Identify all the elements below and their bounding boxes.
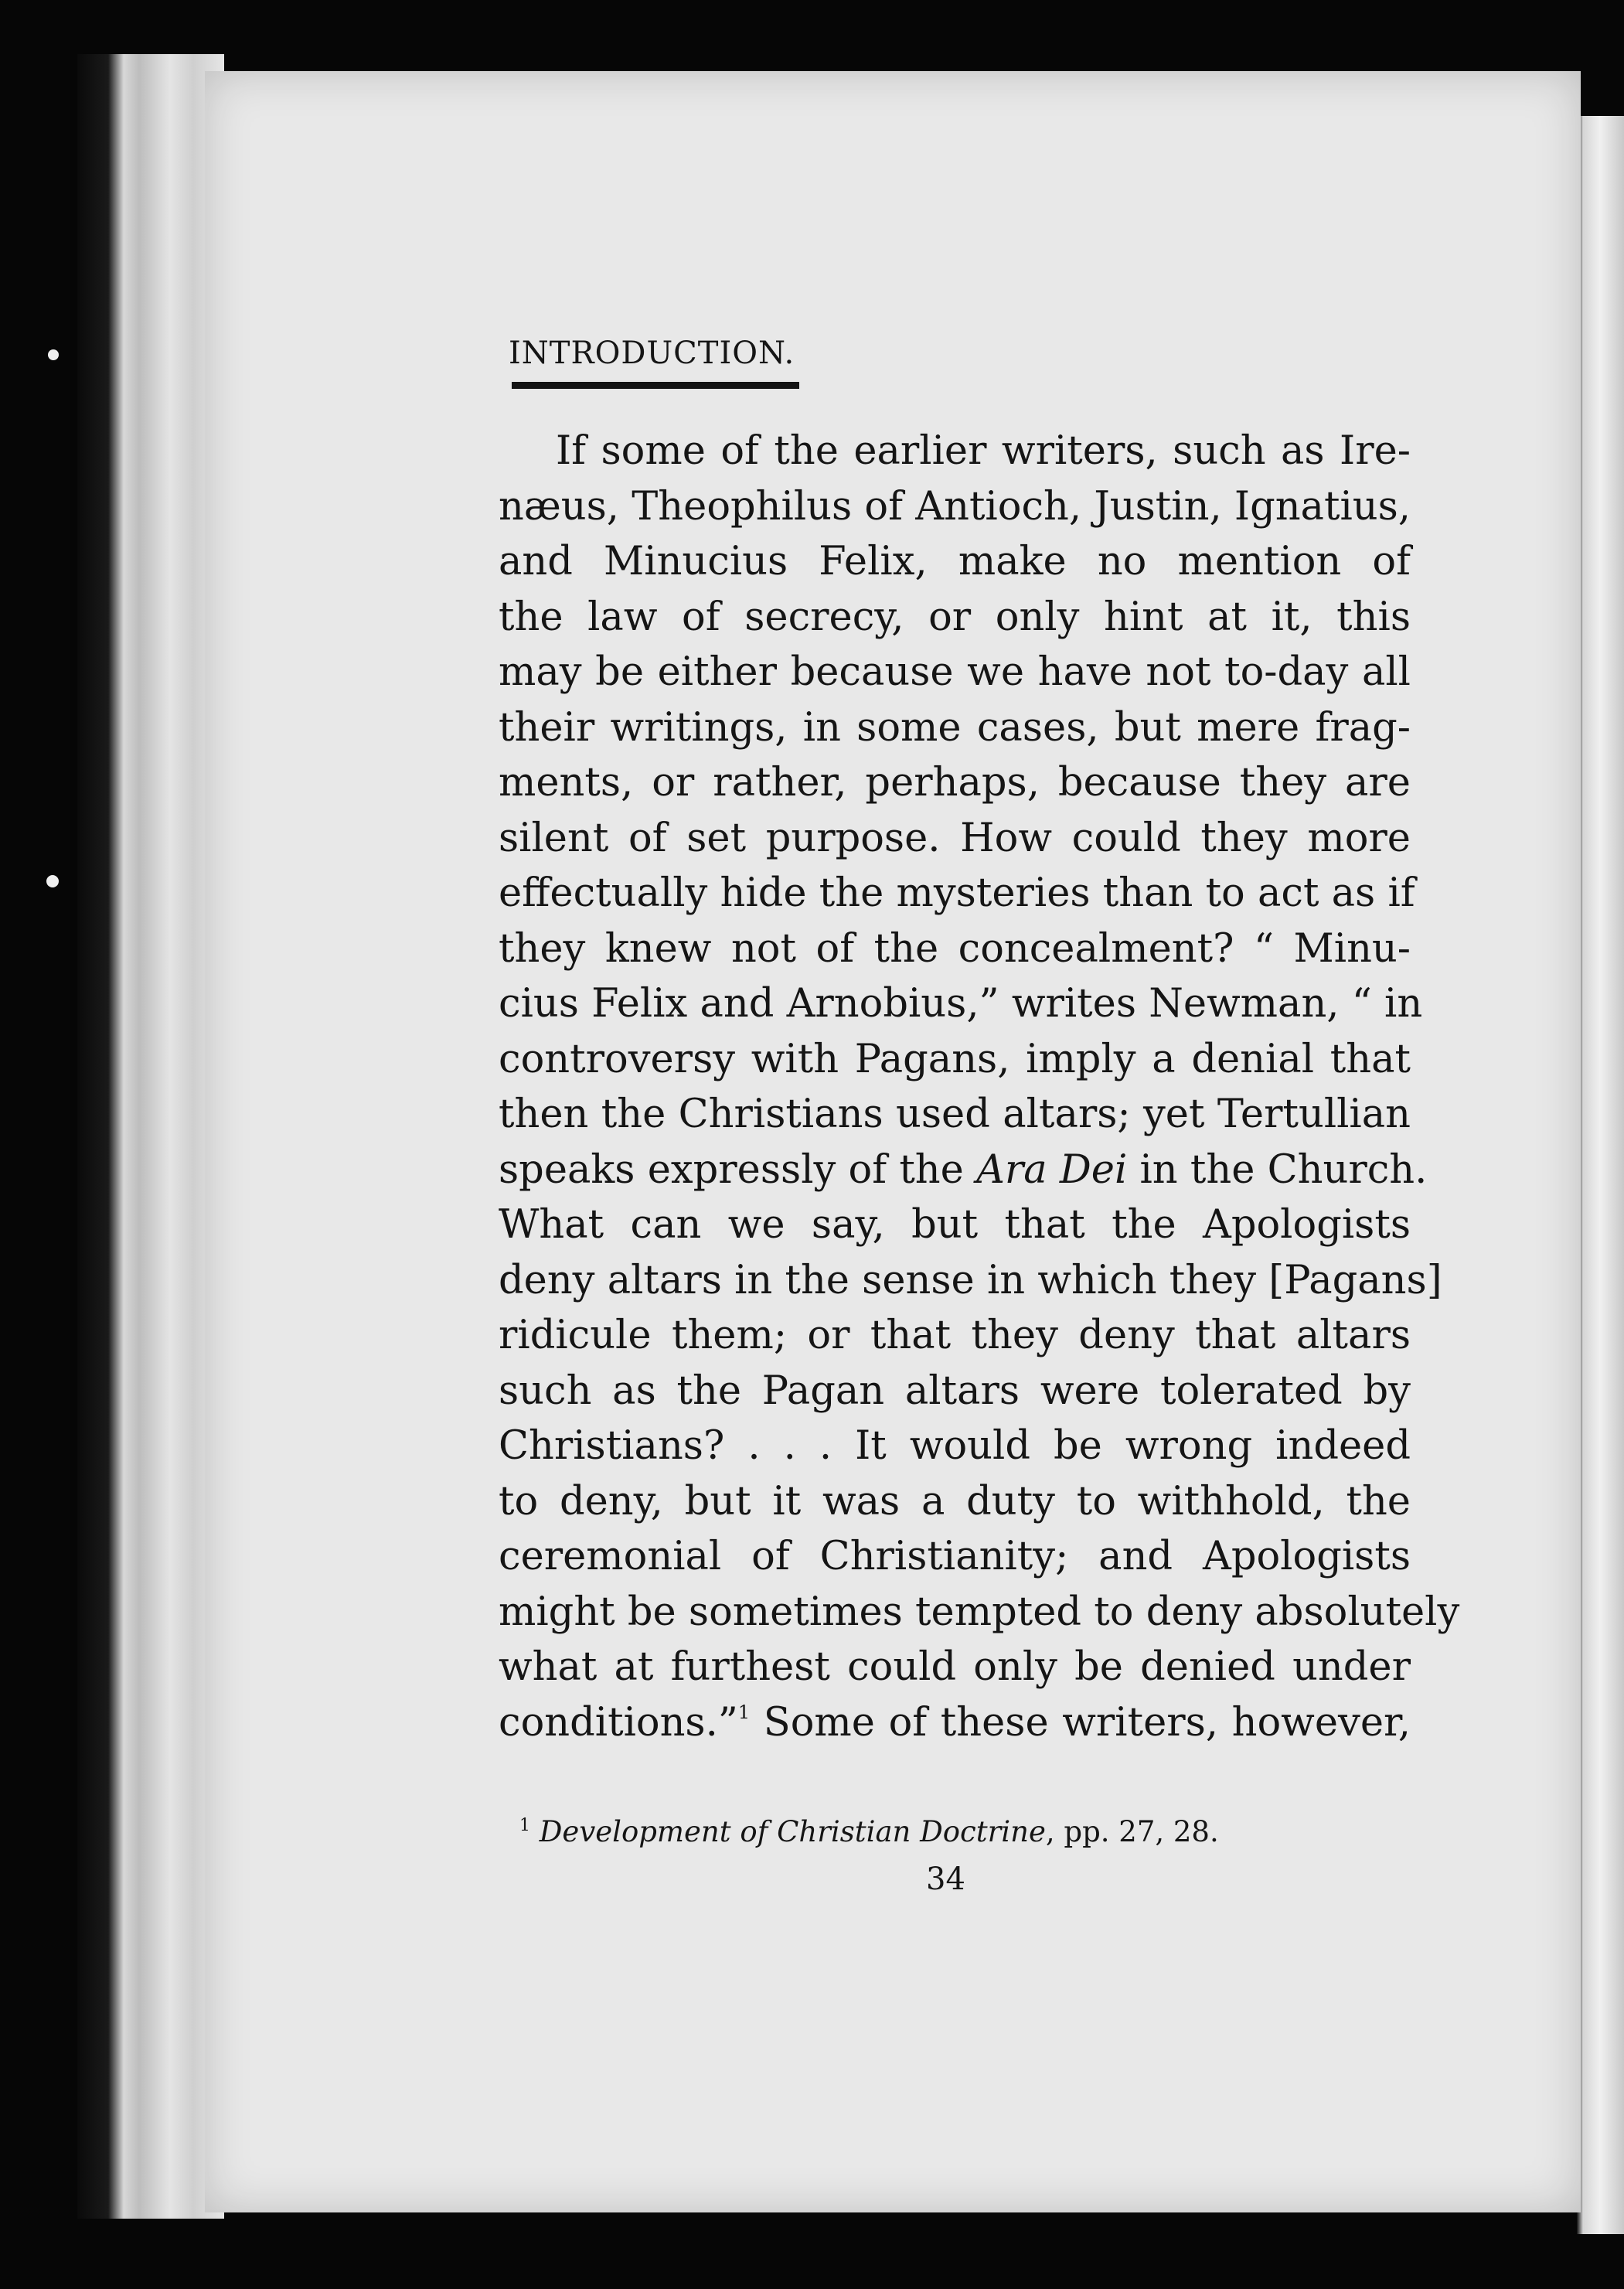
footnote <box>519 1815 1219 1848</box>
text-line: and Minucius Felix, make no mention of <box>499 539 1411 584</box>
text-segment: Some of these writers, however, <box>763 1699 1411 1746</box>
dust-speck <box>48 349 59 360</box>
text-segment: speaks expressly of the <box>499 1146 964 1193</box>
text-line <box>499 1143 1428 1198</box>
text-line: What can we say, but that the Apologists <box>499 1202 1411 1248</box>
text-line: they knew not of the concealment? “ Minu- <box>499 925 1411 972</box>
text-line: such as the Pagan altars were tolerated by <box>499 1368 1411 1414</box>
text-line: may be either because we have not to-day all <box>499 649 1411 695</box>
footnote-marker: 1 <box>519 1816 530 1835</box>
text-line: then the Christians used altars; yet Tertullian <box>499 1092 1411 1137</box>
text-line: to deny, but it was a duty to withhold, the <box>499 1478 1411 1524</box>
text-line: effectually hide the mysteries than to act as if <box>499 870 1415 916</box>
binding-edge <box>77 54 224 2219</box>
page-number: 34 <box>926 1862 965 1897</box>
dust-speck <box>46 875 59 887</box>
text-line: deny altars in the sense in which they [Pagans] <box>499 1257 1442 1303</box>
text-line: ridicule them; or that they deny that altars <box>499 1313 1411 1358</box>
text-line: næus, Theophilus of Antioch, Justin, Ignatius, <box>499 483 1411 530</box>
text-line: might be sometimes tempted to deny absolutely <box>499 1589 1460 1635</box>
text-line <box>499 1695 1411 1751</box>
text-segment: in the Church. <box>1139 1146 1428 1193</box>
text-line: the law of secrecy, or only hint at it, this <box>499 594 1411 640</box>
footnote-title: Development of Christian Doctrine <box>539 1815 1046 1848</box>
text-line: silent of set purpose. How could they more <box>499 815 1411 861</box>
italic-phrase: Ara Dei <box>976 1146 1128 1193</box>
text-line: Christians? . . . It would be wrong indeed <box>499 1423 1411 1469</box>
text-line: ments, or rather, perhaps, because they are <box>499 760 1411 806</box>
footnote-reference: 1 <box>737 1701 751 1723</box>
head-rule <box>512 382 799 389</box>
text-line: controversy with Pagans, imply a denial that <box>499 1036 1411 1082</box>
text-line: cius Felix and Arnobius,” writes Newman, “ in <box>499 981 1423 1027</box>
text-segment: conditions.” <box>499 1699 738 1746</box>
text-line: their writings, in some cases, but mere frag- <box>499 704 1411 751</box>
text-line: If some of the earlier writers, such as Ire- <box>556 428 1411 474</box>
body-text <box>499 424 1460 1750</box>
text-line: what at furthest could only be denied under <box>499 1644 1411 1690</box>
text-line: ceremonial of Christianity; and Apologists <box>499 1534 1411 1579</box>
footnote-pages: , pp. 27, 28. <box>1045 1815 1219 1848</box>
next-leaf-edge <box>1577 116 1624 2234</box>
running-head: INTRODUCTION. <box>509 336 795 371</box>
